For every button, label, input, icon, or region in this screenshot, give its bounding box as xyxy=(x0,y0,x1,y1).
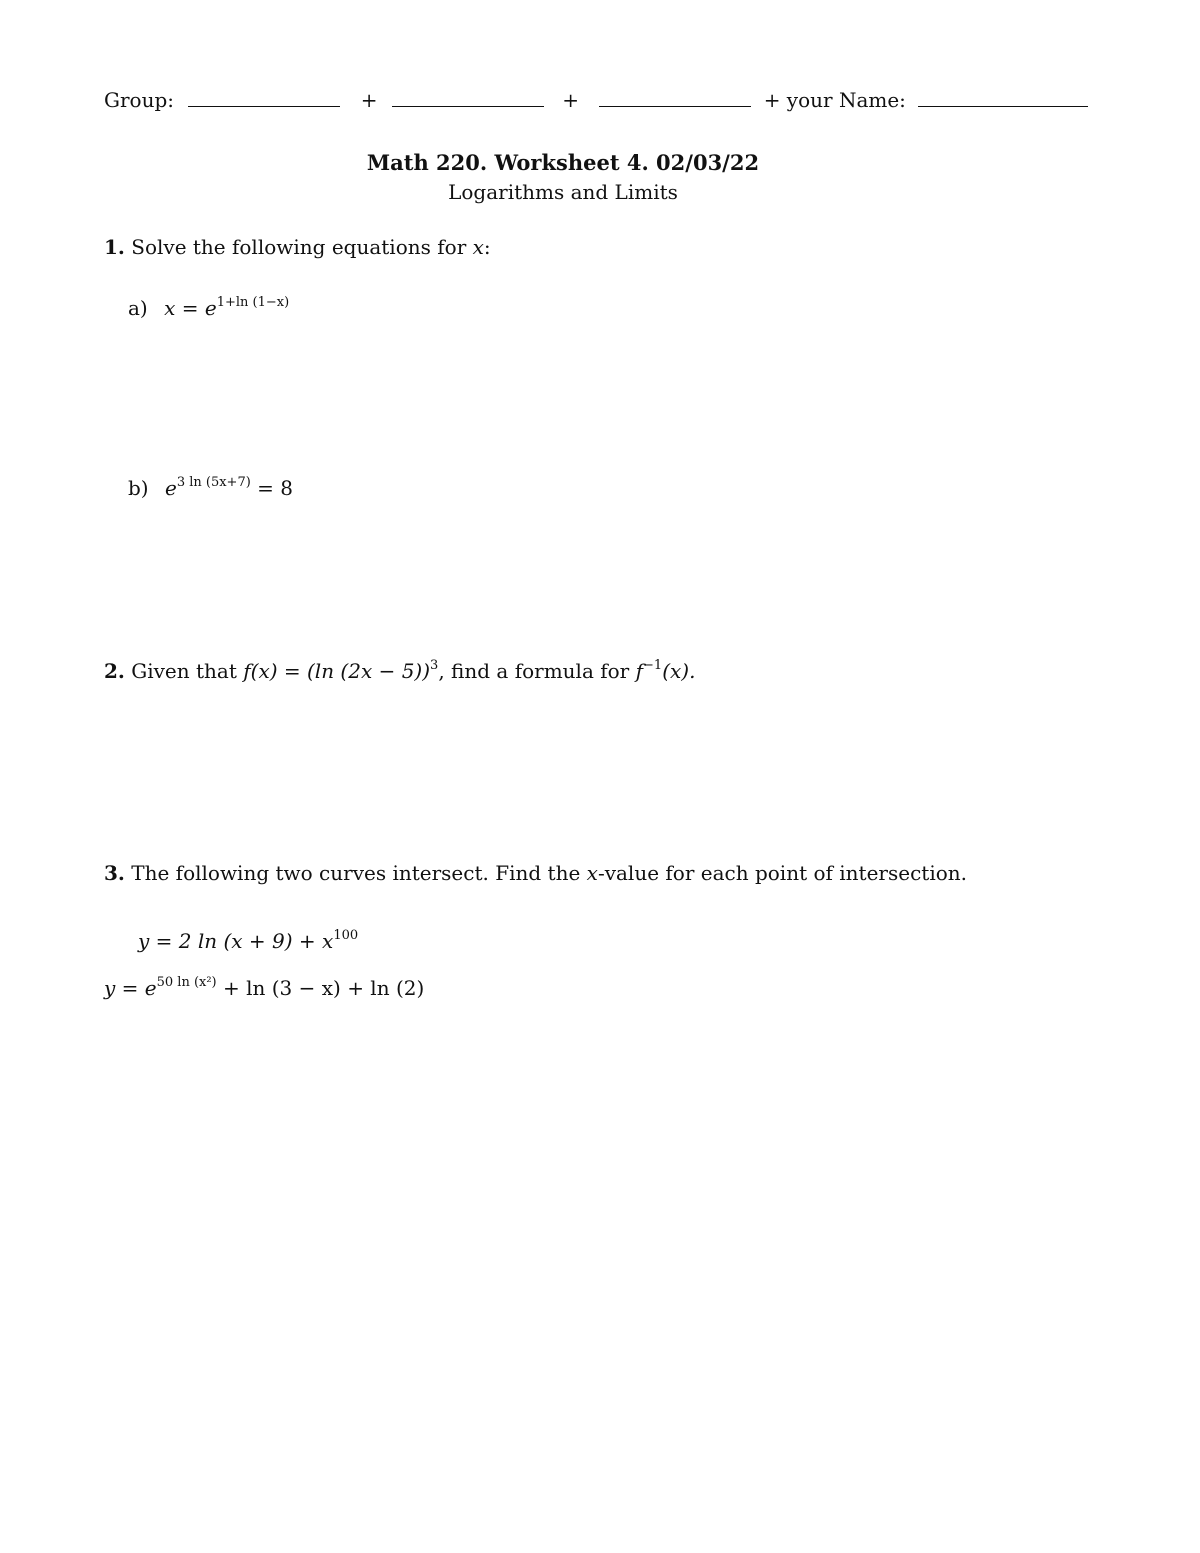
equation-base: e xyxy=(164,476,177,500)
question-number: 1. xyxy=(104,235,125,259)
equation: y = 2 ln (x + 9) + x xyxy=(138,929,334,953)
curve-equation-1 xyxy=(138,929,358,953)
question-number: 2. xyxy=(104,659,125,683)
group-member-1-blank[interactable] xyxy=(188,88,340,107)
page-subtitle: Logarithms and Limits xyxy=(448,180,678,204)
question-text: The following two curves intersect. Find the xyxy=(131,861,581,885)
exponent: 3 ln (5x+7) xyxy=(176,475,251,490)
variable-x: x xyxy=(586,861,598,885)
name-blank[interactable] xyxy=(918,88,1088,107)
exponent: 3 xyxy=(430,658,439,673)
exponent: −1 xyxy=(643,658,663,673)
equation-rhs: = 8 xyxy=(257,476,293,500)
function-definition: f(x) = (ln (2x − 5)) xyxy=(243,659,431,683)
curve-equation-2 xyxy=(104,976,424,1000)
part-label: b) xyxy=(128,476,149,500)
exponent: 50 ln (x²) xyxy=(156,975,217,990)
question-1 xyxy=(104,235,491,259)
group-member-3-blank[interactable] xyxy=(599,88,751,107)
question-text: Solve the following equations for xyxy=(131,235,467,259)
equation-lhs: x = e xyxy=(164,296,217,320)
question-text: , find a formula for xyxy=(438,659,630,683)
inverse-argument: (x). xyxy=(662,659,696,683)
question-number: 3. xyxy=(104,861,125,885)
variable-x: x xyxy=(472,235,484,259)
question-1b xyxy=(128,476,293,500)
inverse-function: f xyxy=(635,659,644,683)
question-text: -value for each point of intersection. xyxy=(597,861,967,885)
group-label: Group: xyxy=(104,88,174,112)
colon: : xyxy=(483,235,491,259)
plus-sign: + xyxy=(562,88,579,112)
question-2 xyxy=(104,659,695,683)
exponent: 1+ln (1−x) xyxy=(216,295,290,310)
plus-sign: + xyxy=(360,88,378,112)
question-1a xyxy=(128,296,289,320)
page-title: Math 220. Worksheet 4. 02/03/22 xyxy=(366,150,760,175)
exponent: 100 xyxy=(333,928,359,943)
part-label: a) xyxy=(128,296,148,320)
equation: y = e xyxy=(104,976,157,1000)
question-text: Given that xyxy=(131,659,237,683)
name-label: + your Name: xyxy=(763,88,906,112)
equation: + ln (3 − x) + ln (2) xyxy=(223,976,425,1000)
question-3 xyxy=(104,861,967,885)
group-member-2-blank[interactable] xyxy=(392,88,544,107)
group-line xyxy=(104,88,1088,112)
